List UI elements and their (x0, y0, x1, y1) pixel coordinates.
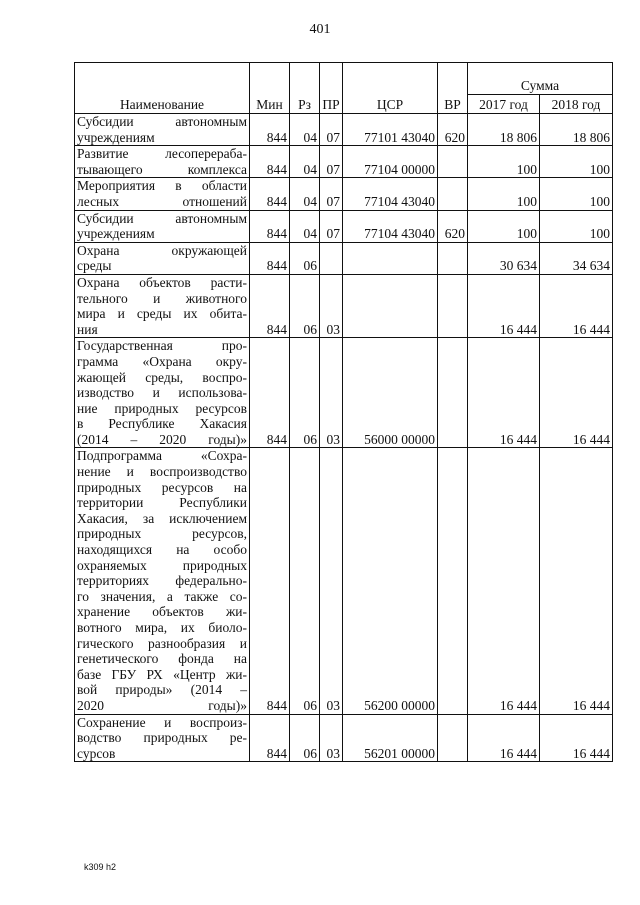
row-name-line: учреждениям (77, 226, 155, 242)
cell-pr: 07 (320, 114, 343, 146)
cell-pr: 03 (320, 714, 343, 762)
row-name (75, 178, 250, 210)
header-name: Наименование (75, 63, 250, 114)
table-body (75, 114, 613, 762)
row-name-line: в Республике Хакасия (77, 416, 247, 432)
cell-csr: 77104 00000 (343, 146, 438, 178)
table-row (75, 178, 613, 210)
cell-min: 844 (250, 210, 290, 242)
row-name-line: го значения, а также со- (77, 588, 247, 604)
row-name-line: ние природных ресурсов (77, 400, 247, 416)
page-number: 401 (309, 22, 331, 37)
cell-y2018: 16 444 (540, 338, 613, 448)
cell-pr: 03 (320, 338, 343, 448)
cell-y2018: 16 444 (540, 274, 613, 337)
cell-csr (343, 242, 438, 274)
cell-y2017: 16 444 (468, 274, 540, 337)
cell-y2018: 16 444 (540, 714, 613, 762)
row-name (75, 210, 250, 242)
table-row (75, 210, 613, 242)
row-name-line: Государственная про- (77, 338, 247, 354)
cell-y2018: 100 (540, 178, 613, 210)
cell-rz: 04 (290, 178, 320, 210)
cell-rz: 06 (290, 274, 320, 337)
cell-min: 844 (250, 714, 290, 762)
row-name-line: (2014 – 2020 годы)» (77, 431, 247, 447)
cell-vr (438, 714, 468, 762)
budget-table (74, 62, 613, 762)
row-name-line: жающей среды, воспро- (77, 369, 247, 385)
row-name-line: сурсов (77, 745, 116, 761)
row-name-line: грамма «Охрана окру- (77, 353, 247, 369)
cell-rz: 06 (290, 338, 320, 448)
cell-csr: 77104 43040 (343, 210, 438, 242)
cell-min: 844 (250, 178, 290, 210)
header-year-2017: 2017 год (468, 95, 540, 114)
row-name-line: нение и воспроизводство (77, 464, 247, 480)
row-name-line: лесных отношений (77, 193, 247, 209)
row-name (75, 146, 250, 178)
row-name-line: учреждениям (77, 129, 155, 145)
cell-vr (438, 274, 468, 337)
cell-pr (320, 242, 343, 274)
row-name (75, 448, 250, 714)
header-csr: ЦСР (343, 63, 438, 114)
cell-y2017: 100 (468, 146, 540, 178)
cell-min: 844 (250, 114, 290, 146)
cell-pr: 07 (320, 178, 343, 210)
row-name-line: природных ресурсов на (77, 479, 247, 495)
row-name-line: территориях федерально- (77, 573, 247, 589)
row-name-line: Охрана объектов расти- (77, 274, 247, 290)
cell-y2017: 16 444 (468, 448, 540, 714)
cell-csr: 56000 00000 (343, 338, 438, 448)
header-year-2018: 2018 год (540, 95, 613, 114)
header-sum: Сумма (468, 63, 613, 95)
row-name-line: мира и среды их обита- (77, 306, 247, 322)
row-name-line: Хакасия, за исключением (77, 510, 247, 526)
table-row (75, 274, 613, 337)
cell-y2017: 16 444 (468, 714, 540, 762)
cell-y2017: 100 (468, 178, 540, 210)
table-row (75, 338, 613, 448)
row-name-line: Сохранение и воспроиз- (77, 714, 247, 730)
cell-y2017: 16 444 (468, 338, 540, 448)
cell-min: 844 (250, 448, 290, 714)
row-name (75, 242, 250, 274)
cell-pr: 07 (320, 210, 343, 242)
row-name (75, 274, 250, 337)
table-row (75, 146, 613, 178)
cell-pr: 07 (320, 146, 343, 178)
cell-rz: 04 (290, 146, 320, 178)
cell-vr (438, 146, 468, 178)
row-name-line: Охрана окружающей (77, 242, 247, 258)
cell-y2018: 16 444 (540, 448, 613, 714)
row-name-line: ния (77, 321, 98, 337)
row-name-line: территории Республики (77, 495, 247, 511)
cell-rz: 04 (290, 114, 320, 146)
cell-vr (438, 338, 468, 448)
cell-min: 844 (250, 338, 290, 448)
row-name-line: изводство и использова- (77, 385, 247, 401)
row-name-line: Подпрограмма «Сохра- (77, 448, 247, 464)
row-name-line: находящихся на особо (77, 542, 247, 558)
cell-min: 844 (250, 242, 290, 274)
cell-csr: 56200 00000 (343, 448, 438, 714)
row-name-line: гического разнообразия и (77, 635, 247, 651)
row-name-line: Развитие лесоперераба- (77, 146, 247, 162)
cell-min: 844 (250, 146, 290, 178)
cell-pr: 03 (320, 448, 343, 714)
header-vr: ВР (438, 63, 468, 114)
row-name-line: базе ГБУ РХ «Центр жи- (77, 666, 247, 682)
cell-rz: 04 (290, 210, 320, 242)
cell-vr: 620 (438, 210, 468, 242)
cell-vr (438, 448, 468, 714)
row-name-line: Субсидии автономным (77, 114, 247, 129)
row-name (75, 338, 250, 448)
cell-csr: 56201 00000 (343, 714, 438, 762)
row-name (75, 114, 250, 146)
row-name (75, 714, 250, 762)
cell-vr (438, 178, 468, 210)
row-name-line: тельного и животного (77, 290, 247, 306)
cell-y2017: 100 (468, 210, 540, 242)
table-row (75, 114, 613, 146)
row-name-line: Субсидии автономным (77, 210, 247, 226)
row-name-line: вотного мира, их биоло- (77, 620, 247, 635)
header-rz: Рз (290, 63, 320, 114)
row-name-line: хранение объектов жи- (77, 604, 247, 620)
row-name-line: природных ресурсов, (77, 526, 247, 542)
cell-y2017: 30 634 (468, 242, 540, 274)
row-name-line: водство природных ре- (77, 730, 247, 746)
cell-y2018: 100 (540, 210, 613, 242)
row-name-line: охраняемых природных (77, 557, 247, 573)
table-row (75, 714, 613, 762)
cell-csr: 77104 43040 (343, 178, 438, 210)
cell-y2018: 18 806 (540, 114, 613, 146)
header-min: Мин (250, 63, 290, 114)
cell-rz: 06 (290, 448, 320, 714)
row-name-line: среды (77, 258, 112, 274)
cell-pr: 03 (320, 274, 343, 337)
cell-y2017: 18 806 (468, 114, 540, 146)
cell-min: 844 (250, 274, 290, 337)
row-name-line: тывающего комплекса (77, 161, 247, 177)
row-name-line: вой природы» (2014 – (77, 682, 247, 698)
cell-rz: 06 (290, 714, 320, 762)
table-row (75, 242, 613, 274)
cell-y2018: 34 634 (540, 242, 613, 274)
footer-code: k309 h2 (84, 862, 117, 872)
row-name-line: генетического фонда на (77, 651, 247, 667)
table-row (75, 448, 613, 714)
cell-csr: 77101 43040 (343, 114, 438, 146)
cell-vr (438, 242, 468, 274)
cell-y2018: 100 (540, 146, 613, 178)
cell-csr (343, 274, 438, 337)
cell-vr: 620 (438, 114, 468, 146)
cell-rz: 06 (290, 242, 320, 274)
header-pr: ПР (320, 63, 343, 114)
row-name-line: 2020 годы)» (77, 697, 247, 713)
row-name-line: Мероприятия в области (77, 178, 247, 194)
